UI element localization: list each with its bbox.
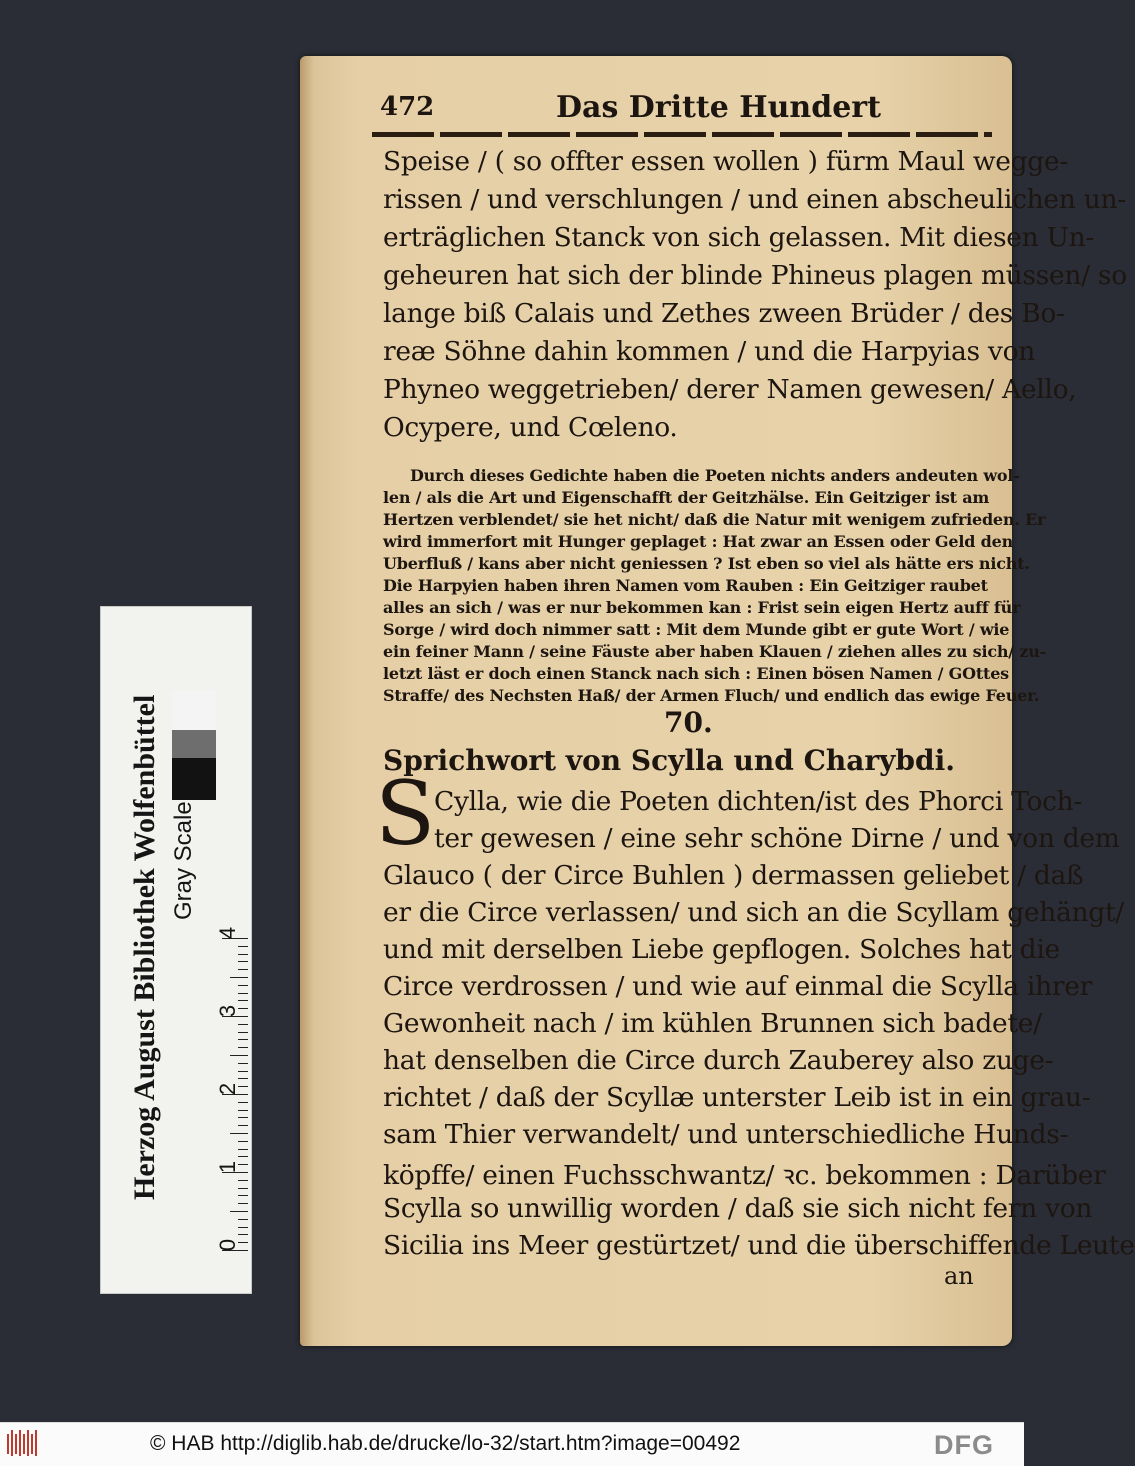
text-line: und mit derselben Liebe gepflogen. Solches hat die xyxy=(383,934,1060,965)
ruler-tick xyxy=(238,1227,248,1228)
ruler-tick xyxy=(238,1039,248,1040)
text-line: köpffe/ einen Fuchsschwantz/ ꝛc. bekommen : Darüber xyxy=(383,1160,1106,1191)
text-line: hat denselben die Circe durch Zauberey also zuge- xyxy=(383,1045,1054,1076)
ruler-title: Herzog August Bibliothek Wolfenbüttel xyxy=(128,694,161,1200)
footer-link[interactable]: © HAB http://diglib.hab.de/drucke/lo-32/start.htm?image=00492 xyxy=(150,1432,741,1455)
text-line: richtet / daß der Scyllæ unterster Leib ist in ein grau- xyxy=(383,1082,1091,1113)
ruler-number: 0 xyxy=(215,1238,241,1252)
section-number: 70. xyxy=(664,706,713,739)
drop-cap: S xyxy=(375,762,436,865)
text-line: erträglichen Stanck von sich gelassen. Mit diesen Un- xyxy=(383,222,1095,253)
commentary-line: Durch dieses Gedichte haben die Poeten nichts anders andeuten wol- xyxy=(410,466,1020,485)
hab-barcode-icon xyxy=(6,1428,40,1458)
gray-patch-white xyxy=(172,690,216,730)
ruler-tick xyxy=(238,1071,248,1072)
section-heading: Sprichwort von Scylla und Charybdi. xyxy=(383,744,955,777)
text-line: rissen / und verschlungen / und einen abscheulichen un- xyxy=(383,184,1126,215)
ruler-tick xyxy=(238,1149,248,1150)
ruler-number: 3 xyxy=(215,1004,241,1018)
commentary-line: letzt läst er doch einen Stanck nach sich : Einen bösen Namen / GOttes xyxy=(383,664,1009,683)
ruler-tick xyxy=(230,1211,248,1212)
commentary-line: Sorge / wird doch nimmer satt : Mit dem Munde gibt er gute Wort / wie xyxy=(383,620,1010,639)
text-line: geheuren hat sich der blinde Phineus plagen müssen/ so xyxy=(383,260,1127,291)
ruler-tick xyxy=(238,1063,248,1064)
ruler-tick xyxy=(238,1156,248,1157)
ruler-tick xyxy=(238,1032,248,1033)
text-line: er die Circe verlassen/ und sich an die Scyllam gehängt/ xyxy=(383,897,1124,928)
commentary-line: wird immerfort mit Hunger geplaget : Hat zwar an Essen oder Geld den xyxy=(383,532,1014,551)
running-head: Das Dritte Hundert xyxy=(556,90,881,125)
ruler-number: 1 xyxy=(215,1160,241,1174)
text-line: Cylla, wie die Poeten dichten/ist des Phorci Toch- xyxy=(434,786,1083,817)
text-line: Sicilia ins Meer gestürtzet/ und die überschiffende Leute xyxy=(383,1230,1135,1261)
ruler-tick xyxy=(238,946,248,947)
text-line: Speise / ( so offter essen wollen ) fürm Maul wegge- xyxy=(383,146,1068,177)
page-number: 472 xyxy=(380,92,435,122)
catchword: an xyxy=(944,1262,974,1290)
ruler-number: 2 xyxy=(215,1082,241,1096)
ruler-scale-label: Gray Scale xyxy=(170,801,197,920)
text-line: Circe verdrossen / und wie auf einmal die Scylla ihrer xyxy=(383,971,1092,1002)
text-line: sam Thier verwandelt/ und unterschiedliche Hunds- xyxy=(383,1119,1069,1150)
ruler-tick xyxy=(238,954,248,955)
header-rule xyxy=(372,132,992,137)
ruler-tick xyxy=(238,1078,248,1079)
ruler-tick xyxy=(238,1234,248,1235)
ruler-tick xyxy=(238,1110,248,1111)
ruler-number: 4 xyxy=(215,926,241,940)
text-line: Gewonheit nach / im kühlen Brunnen sich badete/ xyxy=(383,1008,1042,1039)
ruler-tick xyxy=(238,1180,248,1181)
ruler-tick xyxy=(238,1000,248,1001)
ruler-tick xyxy=(238,969,248,970)
text-line: lange biß Calais und Zethes zween Brüder / des Bo- xyxy=(383,298,1065,329)
text-line: reæ Söhne dahin kommen / und die Harpyias von xyxy=(383,336,1035,367)
ruler-tick xyxy=(238,993,248,994)
commentary-line: alles an sich / was er nur bekommen kan : Frist sein eigen Hertz auff für xyxy=(383,598,1021,617)
ruler-tick xyxy=(238,1195,248,1196)
ruler-tick xyxy=(230,1133,248,1134)
ruler-tick xyxy=(238,1102,248,1103)
ruler-tick xyxy=(238,985,248,986)
ruler-tick xyxy=(238,1024,248,1025)
commentary-line: ein feiner Mann / seine Fäuste aber haben Klauen / ziehen alles zu sich/ zu- xyxy=(383,642,1047,661)
ruler-tick xyxy=(238,1203,248,1204)
text-line: Ocypere, und Cœleno. xyxy=(383,412,678,443)
ruler-tick xyxy=(238,1125,248,1126)
ruler-tick xyxy=(238,1188,248,1189)
commentary-line: Hertzen verblendet/ sie het nicht/ daß die Natur mit wenigem zufrieden. Er xyxy=(383,510,1046,529)
dfg-logo: DFG xyxy=(934,1430,994,1460)
gray-patch-gray xyxy=(172,730,216,758)
ruler-tick xyxy=(238,1117,248,1118)
ruler-tick xyxy=(230,1055,248,1056)
ruler-tick xyxy=(238,1219,248,1220)
commentary-line: Uberfluß / kans aber nicht geniessen ? Ist eben so viel als hätte ers nicht. xyxy=(383,554,1030,573)
ruler-tick xyxy=(238,1141,248,1142)
text-line: Scylla so unwillig worden / daß sie sich nicht fern von xyxy=(383,1193,1093,1224)
text-line: Phyneo weggetrieben/ derer Namen gewesen/ Aello, xyxy=(383,374,1077,405)
text-line: Glauco ( der Circe Buhlen ) dermassen geliebet / daß xyxy=(383,860,1084,891)
commentary-line: Straffe/ des Nechsten Haß/ der Armen Fluch/ und endlich das ewige Feuer. xyxy=(383,686,1040,705)
gray-patch-black xyxy=(172,758,216,800)
text-line: ter gewesen / eine sehr schöne Dirne / und von dem xyxy=(434,823,1120,854)
ruler-tick xyxy=(238,1047,248,1048)
ruler-tick xyxy=(238,961,248,962)
commentary-line: Die Harpyien haben ihren Namen vom Rauben : Ein Geitziger raubet xyxy=(383,576,988,595)
commentary-line: len / als die Art und Eigenschafft der Geitzhälse. Ein Geitziger ist am xyxy=(383,488,990,507)
ruler-tick xyxy=(230,977,248,978)
